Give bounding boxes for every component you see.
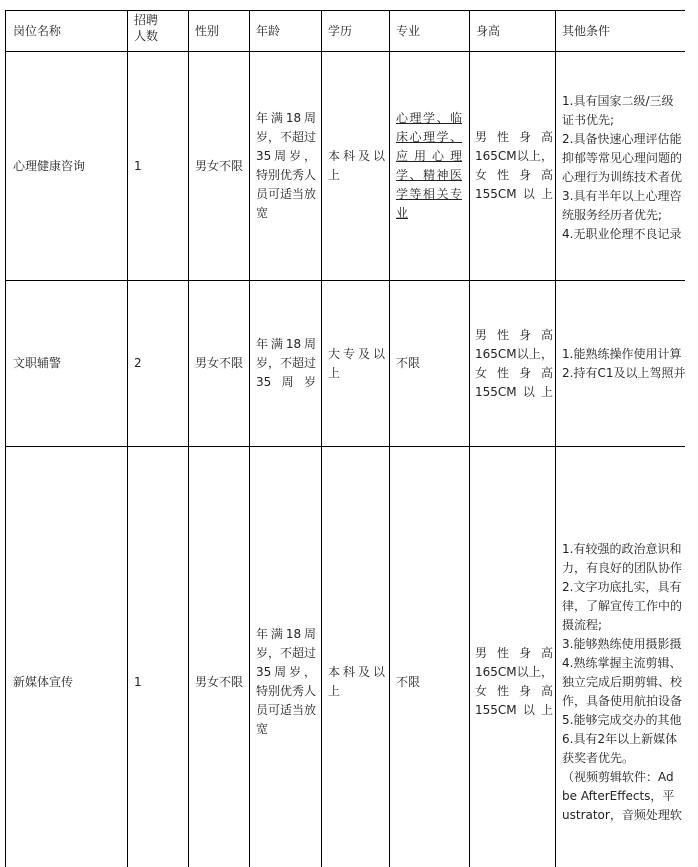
- row-3-other-line: 5.能够完成交办的其他: [562, 713, 682, 727]
- row-3-other-line: 获奖者优先。: [562, 751, 635, 765]
- row-2-education: 大专及以上: [328, 346, 385, 380]
- row-1-other-line: 心理行为训练技术者优: [562, 170, 683, 184]
- row-3-height: 男性身高165CM以上，女性身高155CM以上: [475, 646, 553, 717]
- row-1-other-line: 抑郁等常见心理问题的: [562, 151, 683, 165]
- row-3-other-line: 独立完成后期剪辑、校: [562, 675, 683, 689]
- col-divider-5: [389, 10, 390, 867]
- row-3-other-line: 3.能够熟练使用摄影摄: [562, 637, 682, 651]
- row-3-other-line: （视频剪辑软件：Ad: [562, 770, 674, 784]
- row-2-other-line: 1.能熟练操作使用计算: [562, 346, 682, 361]
- row-1-headcount: 1: [134, 158, 142, 173]
- row-3-other-line: 摄流程;: [562, 618, 603, 632]
- table-border-top: [5, 10, 685, 11]
- row-3-other-line: 律，了解宣传工作中的: [562, 599, 683, 613]
- row-1-other-line: 2.具备快速心理评估能: [562, 132, 682, 146]
- row-3-gender: 男女不限: [195, 674, 244, 689]
- row-2-age: 年满18周岁，不超过35周岁: [256, 337, 317, 389]
- header-age: 年龄: [256, 24, 281, 38]
- row-3-other-line: 作，具备使用航拍设备: [562, 694, 683, 708]
- col-divider-1: [127, 10, 128, 867]
- row-3-headcount: 1: [134, 674, 142, 689]
- row-1-other-requirements: [562, 92, 685, 244]
- row-1-height: 男性身高165CM以上，女性身高155CM以上: [475, 130, 553, 201]
- header-major: 专业: [396, 24, 421, 38]
- row-1-position-name: 心理健康咨询: [13, 158, 86, 173]
- row-1-other-line: 4.无职业伦理不良记录: [562, 227, 682, 241]
- col-divider-3: [249, 10, 250, 867]
- header-education: 学历: [328, 24, 353, 38]
- row-2-major: 不限: [396, 356, 421, 370]
- row-1-education: 本科及以上: [328, 149, 385, 182]
- row-3-other-line: 1.有较强的政治意识和: [562, 542, 682, 556]
- row-3-major: 不限: [396, 674, 421, 689]
- header-headcount: 招聘人数: [134, 13, 159, 43]
- row-3-age: 年满18周岁，不超过35周岁，特别优秀人员可适当放宽: [256, 627, 317, 736]
- row-2-other-requirements: [562, 281, 685, 446]
- col-divider-7: [555, 10, 556, 867]
- row-3-other-line: ustrator，音频处理软: [562, 808, 682, 822]
- row-3-other-line: be AfterEffects，平: [562, 789, 675, 803]
- header-height: 身高: [476, 24, 501, 38]
- row-1-other-line: 1.具有国家二级/三级: [562, 94, 674, 108]
- header-position-name: 岗位名称: [13, 24, 62, 38]
- row-2-headcount: 2: [134, 356, 142, 370]
- col-divider-0: [5, 10, 6, 867]
- row-2-other-line: 2.持有C1及以上驾照并: [562, 365, 685, 380]
- col-divider-2: [188, 10, 189, 867]
- col-divider-4: [321, 10, 322, 867]
- row-1-other-line: 证书优先;: [562, 113, 615, 127]
- row-3-other-line: 4.熟练掌握主流剪辑、: [562, 656, 682, 670]
- row-3-other-line: 6.具有2年以上新媒体: [562, 732, 678, 746]
- header-other-requirements: 其他条件: [562, 24, 611, 38]
- row-3-other-requirements: [562, 540, 685, 825]
- row-3-other-line: 力，有良好的团队协作: [562, 561, 683, 575]
- col-divider-6: [469, 10, 470, 867]
- row-3-education: 本科及以上: [328, 665, 385, 698]
- row-1-age: 年满18周岁，不超过35周岁，特别优秀人员可适当放宽: [256, 111, 317, 220]
- recruitment-table: [5, 10, 685, 867]
- row-1-other-line: 统服务经历者优先;: [562, 208, 663, 222]
- row-2-position-name: 文职辅警: [13, 356, 62, 370]
- row-1-major: 心理学、临床心理学、应用心理学、精神医学等相关专业: [396, 111, 462, 220]
- row-3-position-name: 新媒体宣传: [13, 674, 74, 689]
- row-1-other-line: 3.具有半年以上心理咨: [562, 189, 682, 203]
- row-2-gender: 男女不限: [195, 356, 244, 370]
- header-gender: 性别: [195, 24, 220, 38]
- row-3-other-line: 2.文字功底扎实，具有: [562, 580, 682, 594]
- row-2-height: 男性身高165CM以上，女性身高155CM以上: [475, 327, 553, 399]
- row-1-gender: 男女不限: [195, 158, 244, 173]
